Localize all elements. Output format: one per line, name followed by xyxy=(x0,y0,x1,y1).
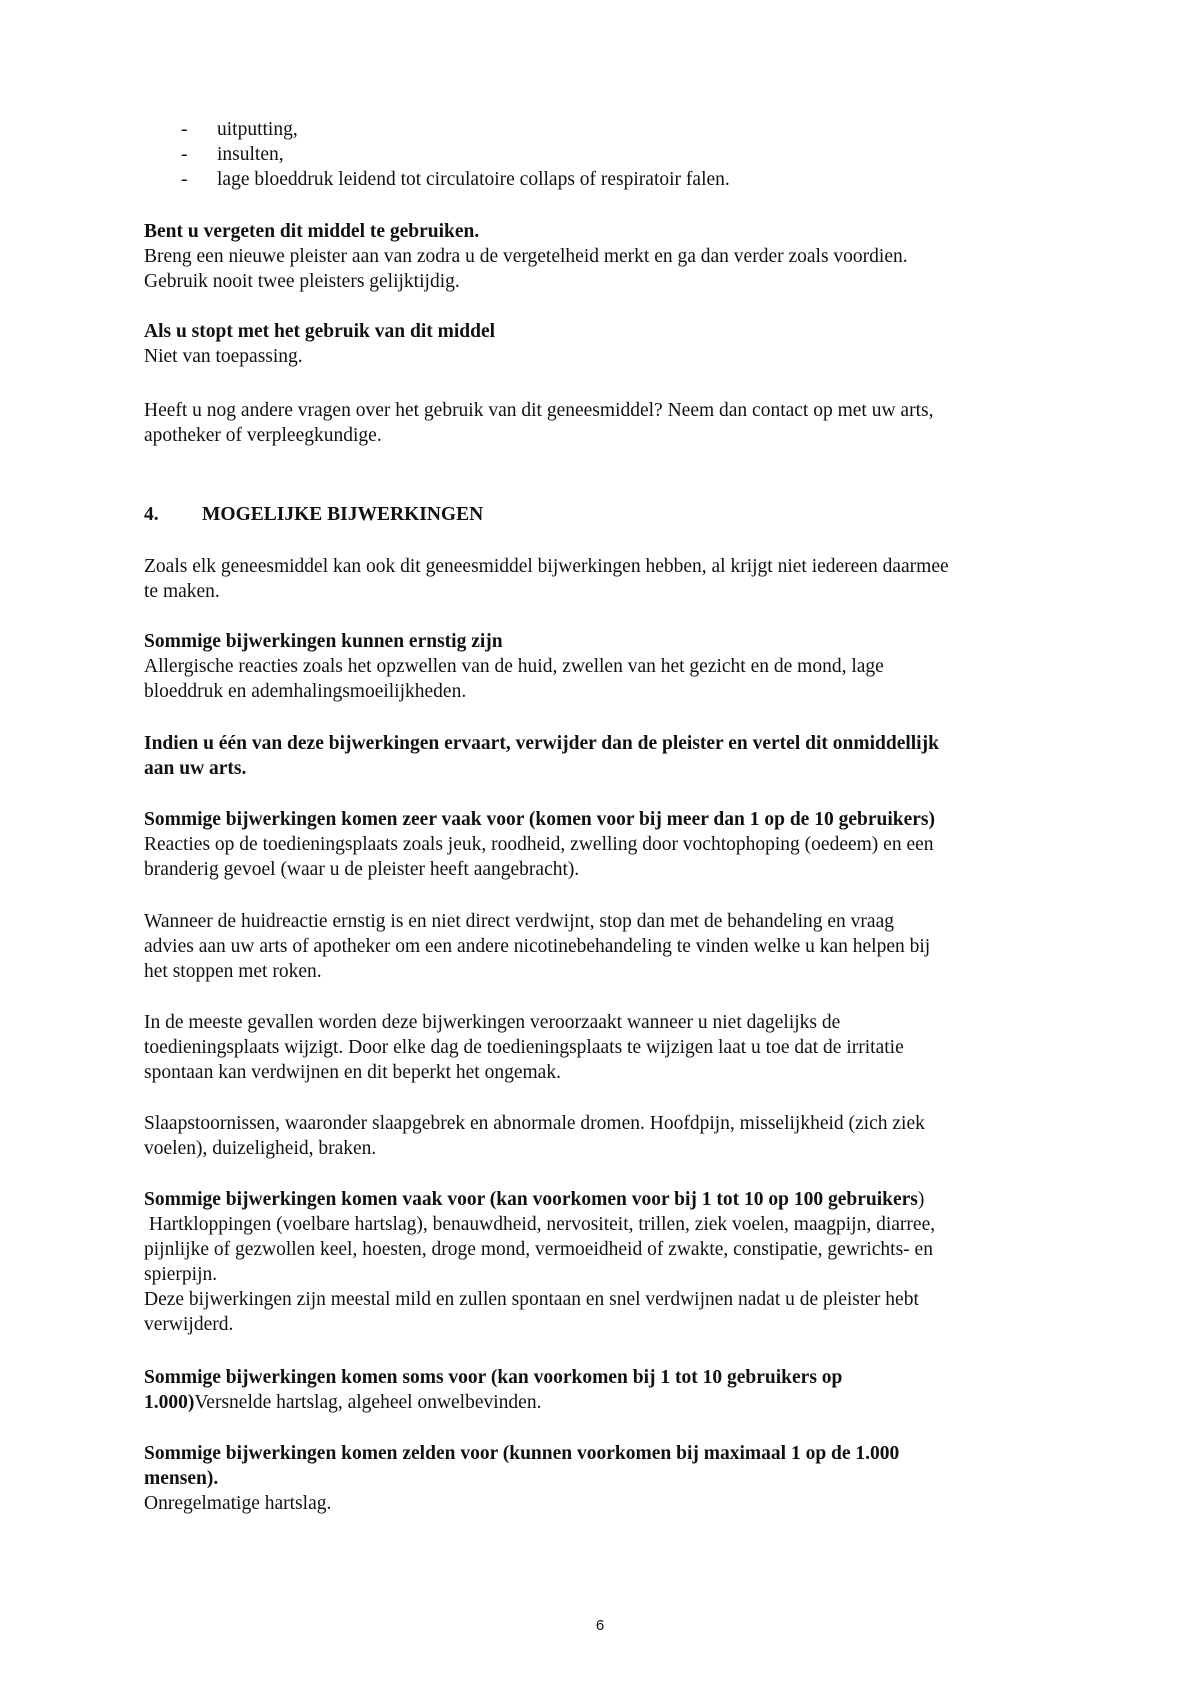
skin-reaction-line: advies aan uw arts of apotheker om een andere nicotinebehandeling te vinden welke u kan helpen bij xyxy=(144,936,931,957)
cause-paragraph xyxy=(144,1010,1084,1085)
uncommon-section xyxy=(144,1365,1084,1415)
sleep-paragraph xyxy=(144,1111,1084,1161)
bullet-dash: - xyxy=(181,119,188,140)
intro-paragraph xyxy=(144,554,1084,604)
serious-section xyxy=(144,629,1084,704)
intro-line: te maken. xyxy=(144,581,220,602)
list-item: - lage bloeddruk leidend tot circulatoire collaps of respiratoir falen. xyxy=(181,169,730,190)
sleep-line: Slaapstoornissen, waaronder slaapgebrek en abnormale dromen. Hoofdpijn, misselijkheid (zich ziek xyxy=(144,1113,925,1134)
common-line: verwijderd. xyxy=(144,1314,234,1335)
common-line: Deze bijwerkingen zijn meestal mild en zullen spontaan en snel verdwijnen nadat u de pleister hebt xyxy=(144,1289,919,1310)
common-line: spierpijn. xyxy=(144,1264,218,1285)
questions-line: Heeft u nog andere vragen over het gebruik van dit geneesmiddel? Neem dan contact op met uw arts, xyxy=(144,400,934,421)
questions-line: apotheker of verpleegkundige. xyxy=(144,425,382,446)
rare-heading: mensen). xyxy=(144,1468,219,1489)
skin-reaction-line: het stoppen met roken. xyxy=(144,961,322,982)
cause-line: spontaan kan verdwijnen en dit beperkt het ongemak. xyxy=(144,1062,561,1083)
common-heading: Sommige bijwerkingen komen vaak voor (kan voorkomen voor bij 1 tot 10 op 100 gebruikers) xyxy=(144,1189,925,1210)
stop-text: Niet van toepassing. xyxy=(144,346,303,367)
warning-line: aan uw arts. xyxy=(144,758,247,779)
cause-line: toedieningsplaats wijzigt. Door elke dag de toedieningsplaats te wijzigen laat u toe dat de irritatie xyxy=(144,1037,904,1058)
stop-section xyxy=(144,319,1084,369)
list-item: - insulten, xyxy=(181,144,284,165)
serious-line: bloeddruk en ademhalingsmoeilijkheden. xyxy=(144,681,467,702)
bullet-dash: - xyxy=(181,144,188,165)
cause-line: In de meeste gevallen worden deze bijwerkingen veroorzaakt wanneer u niet dagelijks de xyxy=(144,1012,841,1033)
very-common-line: branderig gevoel (waar u de pleister heeft aangebracht). xyxy=(144,859,580,880)
common-line: Hartkloppingen (voelbare hartslag), benauwdheid, nervositeit, trillen, ziek voelen, maagpijn, diarree, xyxy=(144,1214,936,1235)
section-heading xyxy=(144,502,483,527)
forgot-text-line: Breng een nieuwe pleister aan van zodra u de vergetelheid merkt en ga dan verder zoals voordien. xyxy=(144,246,908,267)
forgot-heading: Bent u vergeten dit middel te gebruiken. xyxy=(144,221,480,242)
warning-line: Indien u één van deze bijwerkingen ervaart, verwijder dan de pleister en vertel dit onmiddellijk xyxy=(144,733,939,754)
uncommon-line: 1.000)Versnelde hartslag, algeheel onwelbevinden. xyxy=(144,1392,542,1413)
very-common-heading: Sommige bijwerkingen komen zeer vaak voor (komen voor bij meer dan 1 op de 10 gebruikers) xyxy=(144,809,935,830)
bullet-dash: - xyxy=(181,169,188,190)
forgot-text-line: Gebruik nooit twee pleisters gelijktijdig. xyxy=(144,271,460,292)
rare-section xyxy=(144,1441,1084,1516)
very-common-section xyxy=(144,807,1084,882)
rare-text: Onregelmatige hartslag. xyxy=(144,1493,332,1514)
uncommon-heading: Sommige bijwerkingen komen soms voor (kan voorkomen bij 1 tot 10 gebruikers op xyxy=(144,1367,843,1388)
symptom-list xyxy=(181,117,730,192)
stop-heading: Als u stopt met het gebruik van dit middel xyxy=(144,321,496,342)
questions-paragraph xyxy=(144,398,1084,448)
rare-heading: Sommige bijwerkingen komen zelden voor (kunnen voorkomen bij maximaal 1 op de 1.000 xyxy=(144,1443,900,1464)
page-number: 6 xyxy=(595,1617,605,1634)
skin-reaction-line: Wanneer de huidreactie ernstig is en niet direct verdwijnt, stop dan met de behandeling en vraag xyxy=(144,911,894,932)
section-number: 4. xyxy=(144,504,159,525)
forgot-section xyxy=(144,219,1084,294)
list-item: - uitputting, xyxy=(181,119,298,140)
intro-line: Zoals elk geneesmiddel kan ook dit geneesmiddel bijwerkingen hebben, al krijgt niet iedereen daarmee xyxy=(144,556,949,577)
very-common-line: Reacties op de toedieningsplaats zoals jeuk, roodheid, zwelling door vochtophoping (oedeem) en een xyxy=(144,834,934,855)
sleep-line: voelen), duizeligheid, braken. xyxy=(144,1138,377,1159)
section-title: MOGELIJKE BIJWERKINGEN xyxy=(202,504,484,525)
skin-reaction-paragraph xyxy=(144,909,1084,984)
serious-heading: Sommige bijwerkingen kunnen ernstig zijn xyxy=(144,631,503,652)
serious-line: Allergische reacties zoals het opzwellen van de huid, zwellen van het gezicht en de mond, lage xyxy=(144,656,884,677)
common-section xyxy=(144,1187,1084,1337)
common-line: pijnlijke of gezwollen keel, hoesten, droge mond, vermoeidheid of zwakte, constipatie, gewrichts- en xyxy=(144,1239,933,1260)
warning-paragraph xyxy=(144,731,1084,781)
